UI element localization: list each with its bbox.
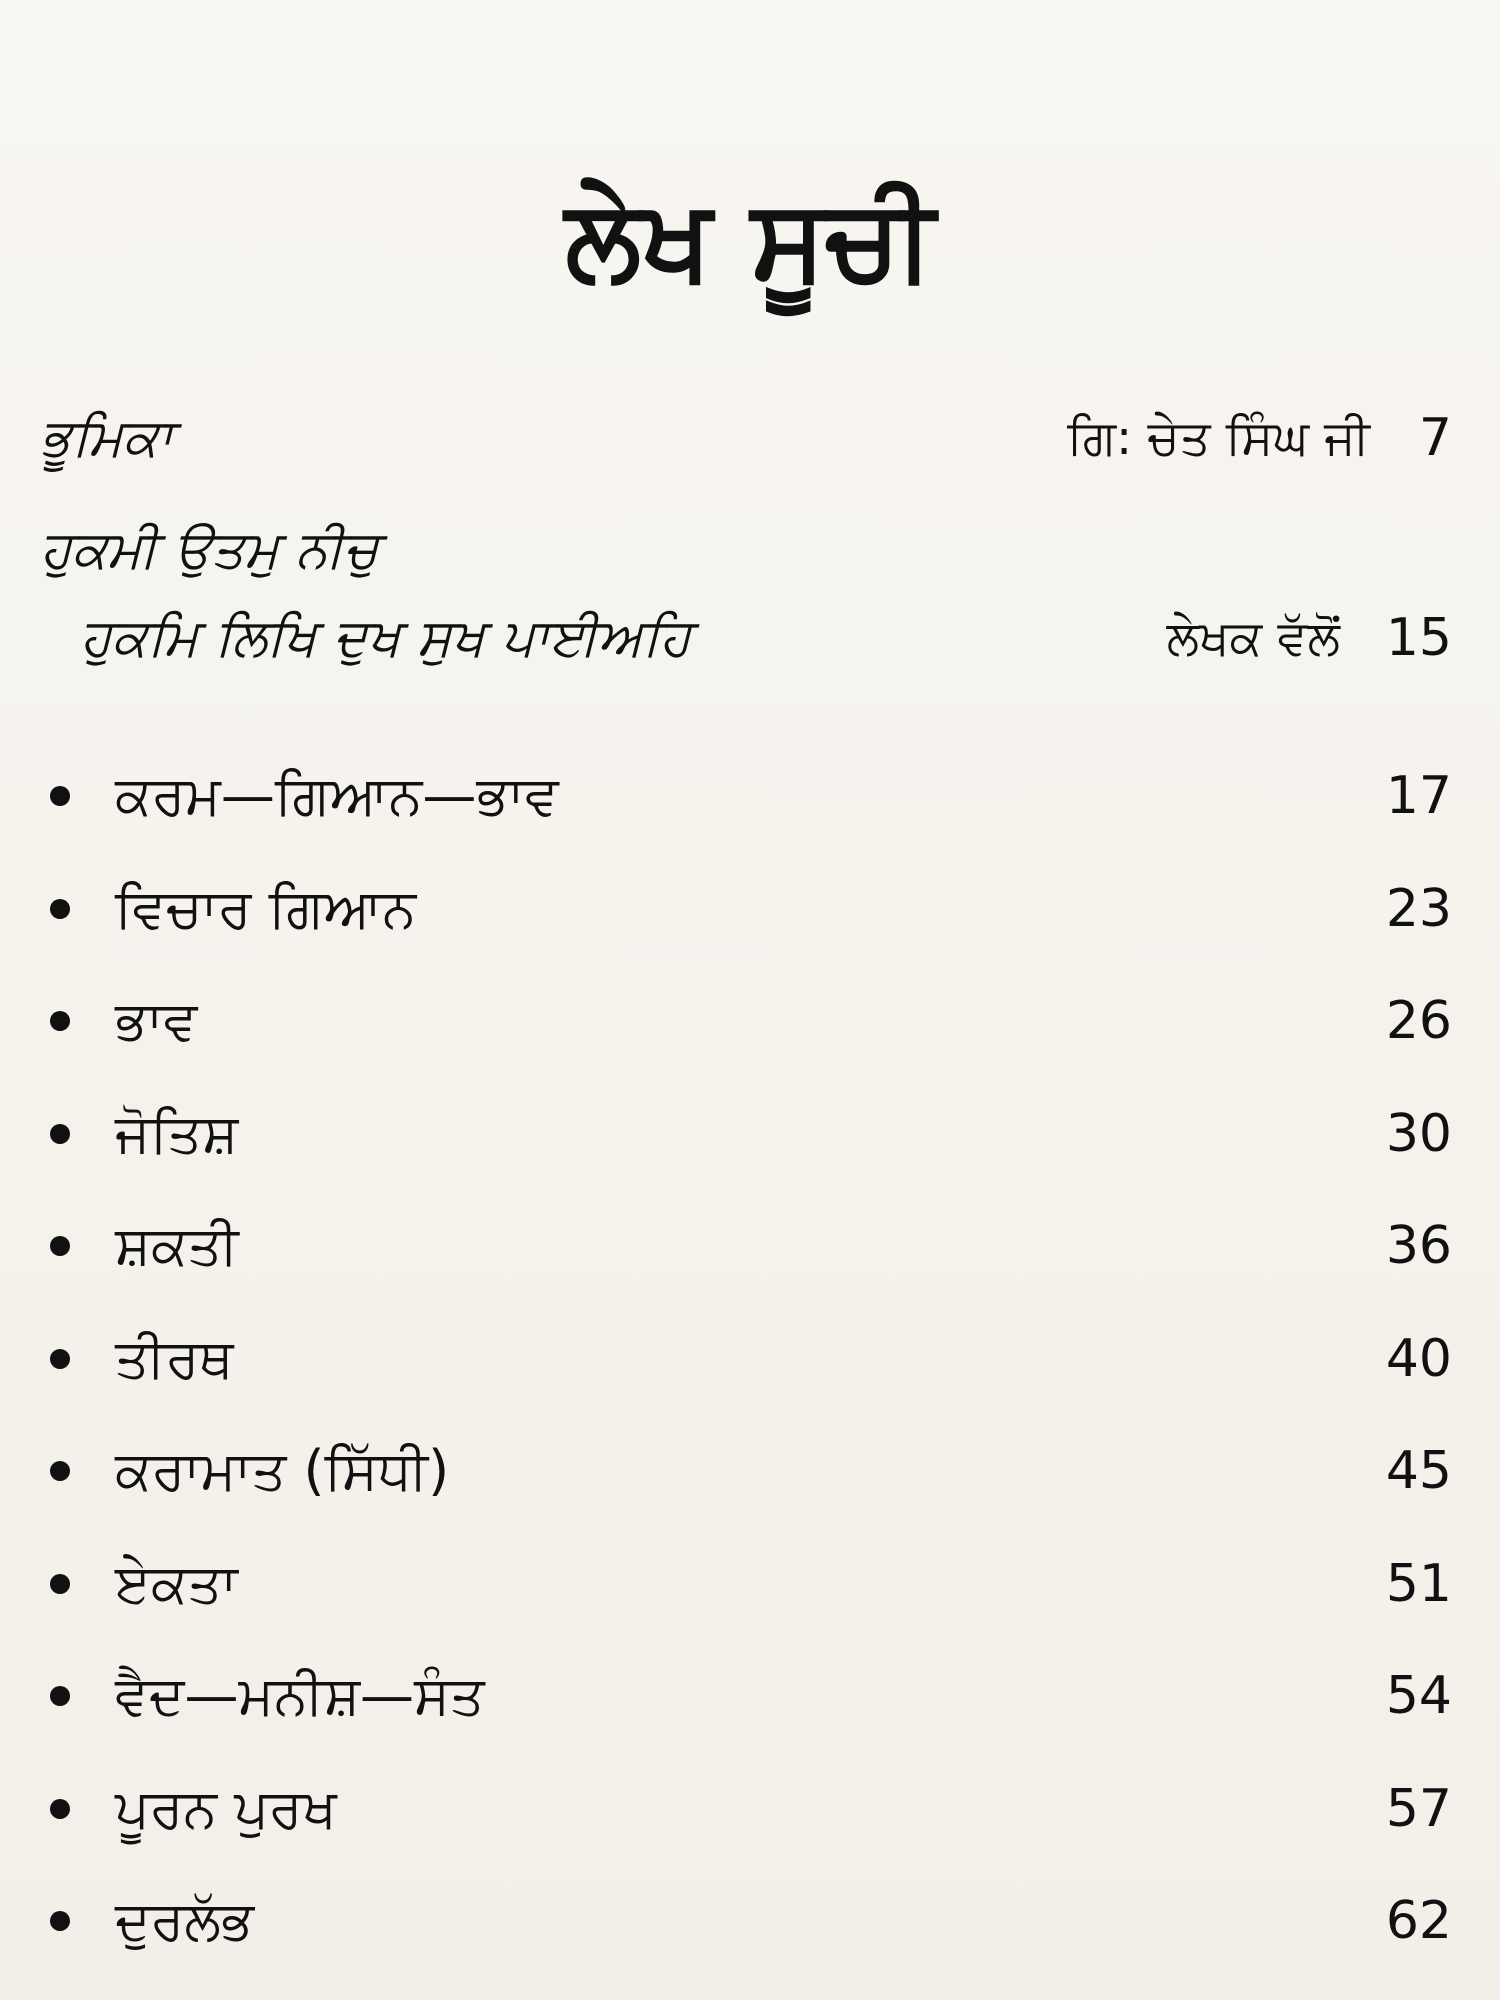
bullet-icon [50,1911,70,1931]
toc-entry-row[interactable] [0,1881,1500,1961]
toc-entry-label: ਦੁਰਲੱਭ [115,1889,254,1952]
toc-entry-page: 45 [1385,1441,1452,1501]
toc-entry-page: 40 [1385,1328,1452,1389]
bullet-icon [50,1124,70,1144]
toc-section-author: ਲੇਖਕ ਵੱਲੋਂ [1166,610,1340,666]
bullet-icon [50,1236,70,1256]
toc-entry-label: ਏਕਤਾ [115,1551,238,1615]
toc-entry-row[interactable] [0,1319,1500,1399]
toc-entry-page: 62 [1385,1891,1452,1951]
toc-section-heading: ਹੁਕਮੀ ਉਤਮੁ ਨੀਚੁ [40,520,379,580]
toc-entry-label: ਕਰਾਮਾਤ (ਸਿੱਧੀ) [115,1439,450,1502]
bullet-icon [50,899,70,919]
toc-row-intro[interactable] [0,398,1500,478]
bullet-icon [50,1011,70,1031]
toc-row-section[interactable] [0,598,1500,678]
toc-entry-row[interactable] [0,1206,1500,1286]
toc-section-page: 15 [1385,608,1452,668]
toc-entry-label: ਪੂਰਨ ਪੁਰਖ [115,1776,337,1840]
bullet-icon [50,1574,70,1594]
toc-entry-page: 23 [1385,878,1452,939]
toc-entry-row[interactable] [0,981,1500,1061]
toc-entry-row[interactable] [0,1769,1500,1849]
toc-entry-page: 54 [1385,1666,1452,1726]
toc-section-subheading: ਹੁਕਮਿ ਲਿਖਿ ਦੁਖ ਸੁਖ ਪਾਈਅਹਿ [80,608,692,668]
toc-entry-page: 57 [1385,1778,1452,1839]
toc-intro-author: ਗਿ: ਚੇਤ ਸਿੰਘ ਜੀ [1067,410,1370,466]
toc-intro-label: ਭੂਮਿਕਾ [40,408,174,468]
toc-entry-label: ਵੈਦ—ਮਨੀਸ਼—ਸੰਤ [115,1664,485,1727]
toc-section-heading-row [0,510,1500,590]
toc-entry-label: ਭਾਵ [115,989,198,1052]
toc-entry-page: 26 [1385,991,1452,1051]
toc-entry-label: ਕਰਮ—ਗਿਆਨ—ਭਾਵ [115,764,559,827]
bullet-icon [50,1461,70,1481]
page-title: ਲੇਖ ਸੂਚੀ [565,175,935,305]
toc-entry-row[interactable] [0,1544,1500,1624]
toc-entry-row[interactable] [0,1431,1500,1511]
bullet-icon [50,786,70,806]
toc-entry-row[interactable] [0,869,1500,949]
toc-entry-label: ਤੀਰਥ [115,1326,234,1390]
toc-entry-page: 17 [1385,766,1452,826]
toc-entry-row[interactable] [0,1094,1500,1174]
toc-entry-label: ਵਿਚਾਰ ਗਿਆਨ [115,876,417,940]
toc-entry-row[interactable] [0,1656,1500,1736]
toc-entry-page: 30 [1385,1103,1452,1164]
toc-entry-label: ਸ਼ਕਤੀ [115,1214,239,1277]
toc-intro-page: 7 [1418,408,1452,468]
toc-entry-row[interactable] [0,756,1500,836]
bullet-icon [50,1349,70,1369]
bullet-icon [50,1686,70,1706]
toc-entry-page: 36 [1385,1216,1452,1276]
toc-entry-page: 51 [1385,1553,1452,1614]
toc-entry-label: ਜੋਤਿਸ਼ [115,1101,239,1165]
bullet-icon [50,1799,70,1819]
